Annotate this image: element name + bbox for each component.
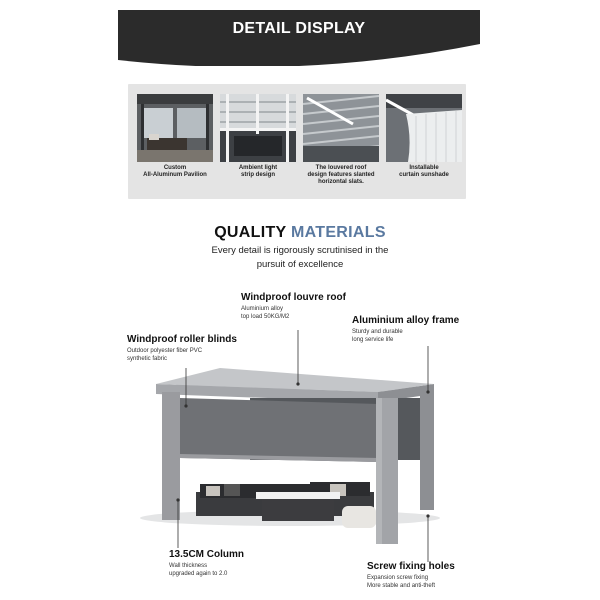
callout-blinds-title: Windproof roller blinds (127, 334, 237, 345)
callout-screw-title: Screw fixing holes (367, 561, 455, 572)
caption-pavilion: Custom All-Aluminum Pavilion (143, 165, 207, 178)
caption-louvered-roof: The louvered roof design features slanted horizontal slats. (307, 165, 375, 185)
callout-column-desc: Wall thickness upgraded again to 2.0 (169, 563, 228, 577)
callout-louvre-desc: Aluminium alloy top load 50KG/M2 (241, 306, 290, 320)
caption-light-strip: Ambient light strip design (238, 165, 278, 178)
quality-title: QUALITY MATERIALS (214, 224, 386, 241)
callout-louvre-title: Windproof louvre roof (241, 292, 346, 303)
callout-screw-desc: Expansion screw fixing More stable and anti-theft (367, 575, 436, 589)
callout-frame-desc: Sturdy and durable long service life (352, 329, 403, 343)
callout-blinds-desc: Outdoor polyester fiber PVC synthetic fabric (127, 348, 203, 362)
quality-subtitle: Every detail is rigorously scrutinised in the pursuit of excellence (211, 245, 389, 270)
banner-title: DETAIL DISPLAY (232, 20, 366, 37)
caption-curtain-sunshade: Installable curtain sunshade (399, 165, 449, 178)
quality-title-accent: MATERIALS (290, 224, 386, 241)
callout-column-title: 13.5CM Column (169, 549, 245, 560)
callout-frame-title: Aluminium alloy frame (352, 315, 460, 326)
